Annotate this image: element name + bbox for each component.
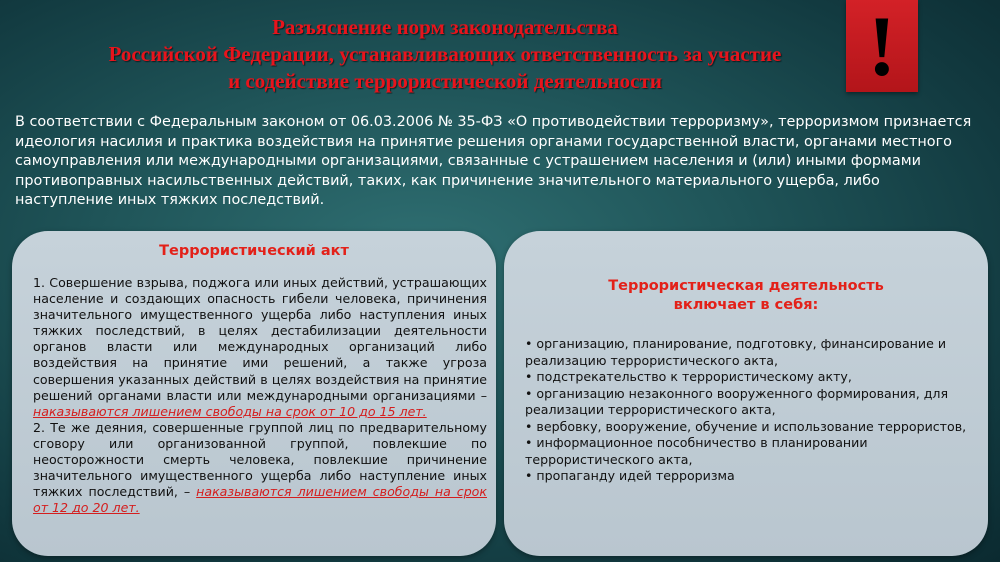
terrorist-act-panel (12, 231, 496, 556)
list-item: • подстрекательство к террористическому акту, (525, 369, 852, 384)
item-2-text: 2. Те же деяния, совершенные группой лиц по предварительному сговору или организованной группой, повлекшие по неосторожности смерть человека, повлекшие причинение значительного имущественного ущерба либо наступление иных тяжких последствий, – (33, 419, 487, 500)
article-item-2 (33, 420, 487, 517)
list-item: • организацию, планирование, подготовку, финансирование и реализацию террористического акта, (525, 336, 947, 368)
list-item: • пропаганду идей терроризма (525, 468, 735, 483)
list-item: • вербовку, вооружение, обучение и использование террористов, (525, 418, 967, 434)
heading-line-1: Террористическая деятельность (608, 278, 884, 294)
terrorist-activity-panel (504, 231, 988, 556)
article-item-1 (33, 275, 487, 420)
terrorist-act-heading: Террористический акт (159, 243, 349, 259)
terrorist-activity-heading (504, 277, 988, 315)
terrorist-act-body (33, 275, 487, 516)
intro-paragraph: В соответствии с Федеральным законом от 06.03.2006 № 35-ФЗ «О противодействии терроризму», терроризмом признается идеология насилия и практика воздействия на принятие решения органами государственной власти, органами местного самоуправления или международными организациями, связанные с устрашением населения и (или) иными формами противоправных насильственных действий, таких, как причинение значительного материального ущерба, либо наступление иных тяжких последствий. (15, 114, 972, 209)
item-1-penalty: наказываются лишением свободы на срок от 10 до 15 лет. (33, 403, 427, 419)
list-item: • организацию незаконного вооруженного формирования, для реализации террористического акта, (525, 385, 949, 417)
title-line-3: и содействие террористической деятельности (228, 69, 662, 93)
item-2-penalty: наказываются лишением свободы на срок от 12 до 20 лет. (33, 484, 487, 516)
list-item: • информационное пособничество в планировании террористического акта, (525, 435, 868, 467)
warning-sign (846, 0, 918, 92)
title-line-1: Разъяснение норм законодательства (272, 15, 618, 39)
activity-list (525, 336, 975, 485)
exclamation-icon: ! (867, 0, 897, 94)
heading-line-2: включает в себя: (673, 297, 819, 313)
title-line-2: Российской Федерации, устанавливающих ответственность за участие (108, 42, 782, 66)
item-1-text: 1. Совершение взрыва, поджога или иных действий, устрашающих население и создающих опасность гибели человека, причинения значительного имущественного ущерба либо наступления иных тяжких последствий, в целях дестабилизации деятельности органов власти или международных организаций либо воздействия на принятие ими решений, а также угроза совершения указанных действий в целях воздействия на принятие решений органами власти или международными организациями – (33, 275, 487, 403)
slide-title (20, 14, 870, 95)
